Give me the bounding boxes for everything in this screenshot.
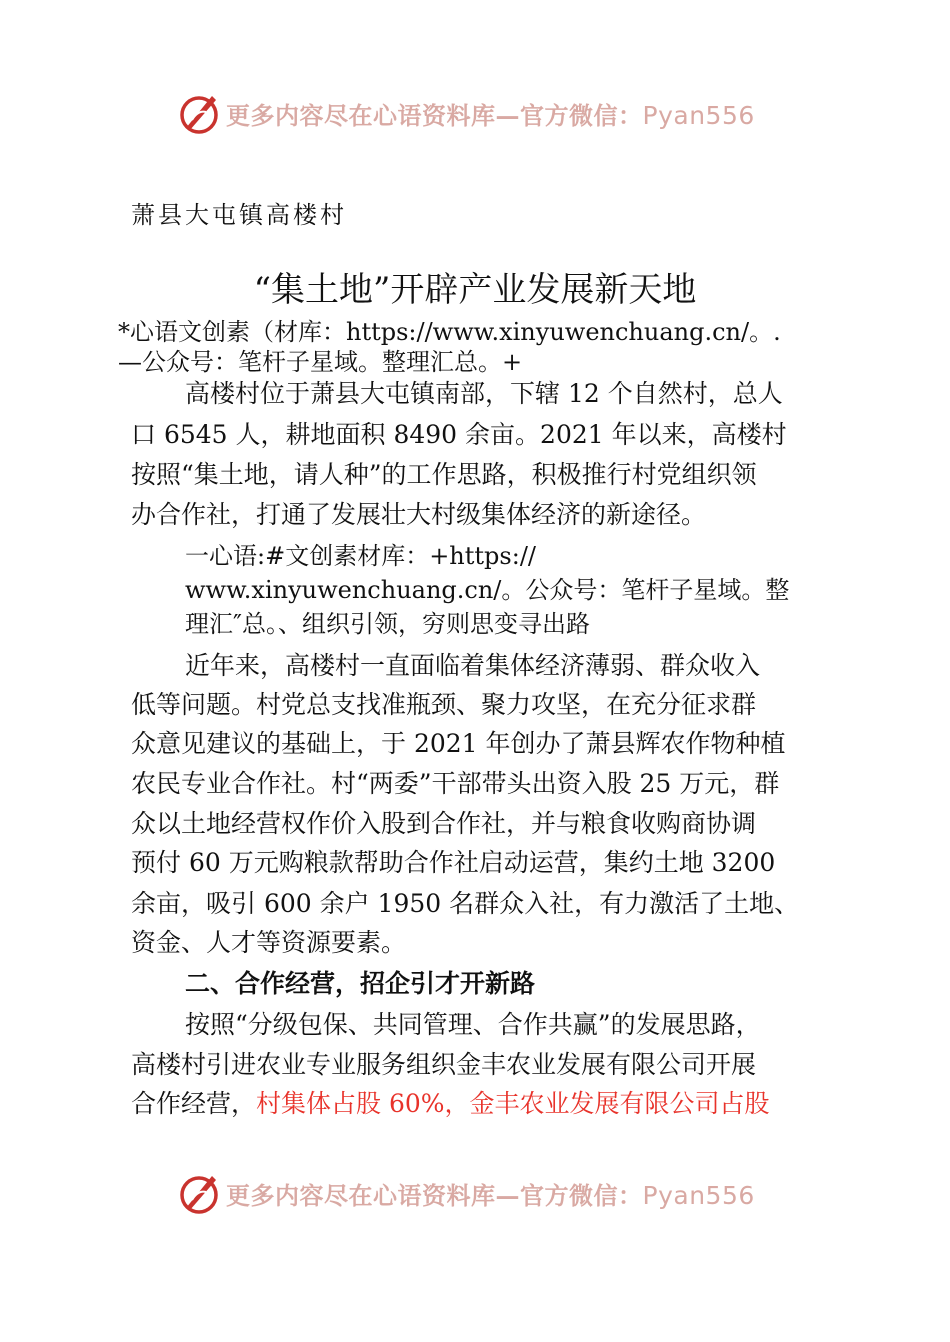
- section-heading-1: 理汇″总。、组织引领，穷则思变寻出路: [185, 610, 590, 638]
- paragraph-line: 近年来，高楼村一直面临着集体经济薄弱、群众收入: [185, 651, 761, 680]
- paragraph-line: 众意见建议的基础上，于 2021 年创办了萧县辉农作物种植: [131, 729, 786, 758]
- paragraph-line: 按照“分级包保、共同管理、合作共赢”的发展思路，: [185, 1010, 761, 1039]
- paragraph-line: 预付 60 万元购粮款帮助合作社启动运营，集约土地 3200: [131, 848, 776, 877]
- page-title: “集土地”开辟产业发展新天地: [253, 270, 697, 310]
- paragraph-line: 资金、人才等资源要素。: [131, 928, 407, 957]
- village-name: 萧县大屯镇高楼村: [131, 201, 347, 229]
- paragraph-line: 低等问题。村党总支找准瓶颈、聚力攻坚，在充分征求群: [131, 690, 757, 719]
- pen-logo-icon: [176, 1170, 222, 1216]
- section-heading-2: 二、合作经营，招企引才开新路: [185, 969, 536, 998]
- paragraph-line: 众以土地经营权作价入股到合作社，并与粮食收购商协调: [131, 809, 757, 838]
- paragraph-line: [131, 1084, 770, 1120]
- watermark-text: 更多内容尽在心语资料库—官方微信：Pyan556: [226, 1180, 755, 1210]
- paragraph-line: 按照“集土地，请人种”的工作思路，积极推行村党组织领: [131, 460, 757, 489]
- paragraph-line: 办合作社，打通了发展壮大村级集体经济的新途径。: [131, 500, 707, 529]
- section-heading-1: www.xinyuwenchuang.cn/。公众号：笔杆子星域。整: [185, 576, 790, 604]
- watermark-text: 更多内容尽在心语资料库—官方微信：Pyan556: [226, 100, 755, 130]
- highlighted-text: 村集体占股 60%，金丰农业发展有限公司占股: [256, 1089, 770, 1118]
- section-heading-1: 一心语:#文创素材库：+https://: [185, 542, 536, 570]
- paragraph-text: 合作经营，: [131, 1089, 257, 1118]
- paragraph-line: 农民专业合作社。村“两委”干部带头出资入股 25 万元，群: [131, 769, 780, 798]
- paragraph-line: 高楼村引进农业专业服务组织金丰农业发展有限公司开展: [131, 1050, 757, 1079]
- paragraph-line: 高楼村位于萧县大屯镇南部，下辖 12 个自然村，总人: [185, 379, 783, 408]
- watermark-banner-top: [176, 88, 776, 138]
- paragraph-line: 口 6545 人，耕地面积 8490 余亩。2021 年以来，高楼村: [131, 420, 787, 449]
- paragraph-line: 余亩，吸引 600 余户 1950 名群众入社，有力激活了土地、: [131, 889, 800, 918]
- pen-logo-icon: [176, 90, 222, 136]
- watermark-banner-bottom: [176, 1168, 776, 1218]
- source-line: —公众号：笔杆子星域。整理汇总。+: [118, 348, 523, 376]
- source-line: *心语文创素（材库：https://www.xinyuwenchuang.cn/。.: [118, 318, 781, 346]
